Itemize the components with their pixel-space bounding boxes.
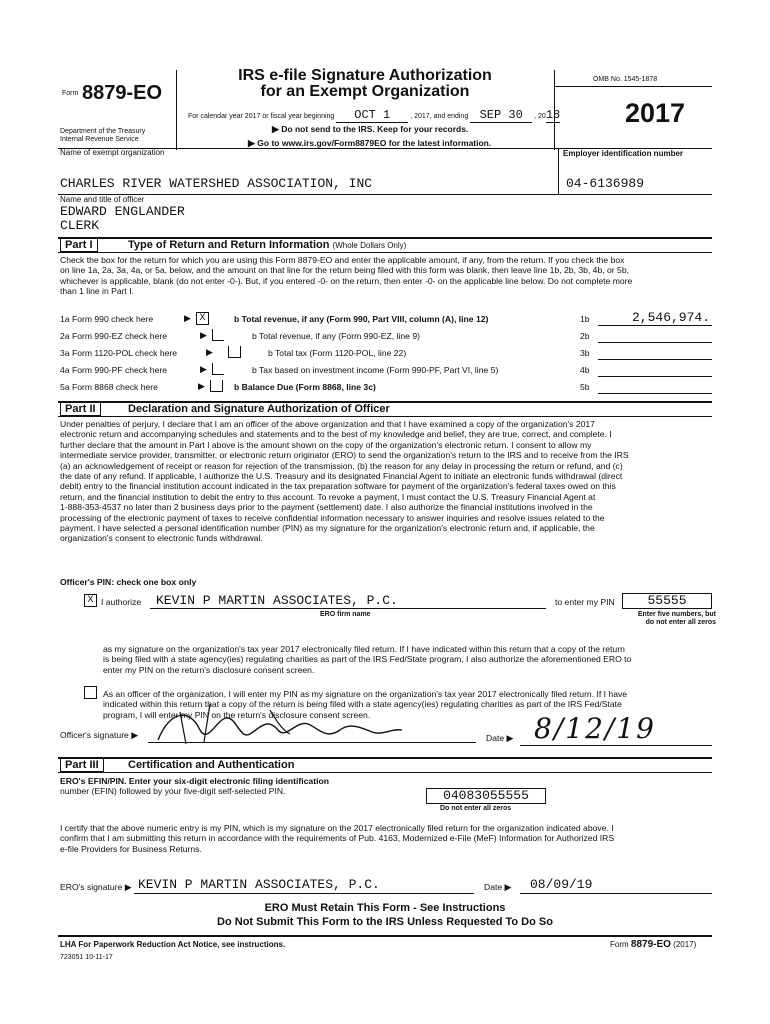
date-label: Date ▶ [486,733,514,743]
officer-signature-label: Officer's signature ▶ [60,730,139,740]
form-number: 8879-EO [82,82,163,104]
org-name: CHARLES RIVER WATERSHED ASSOCIATION, INC [60,176,373,191]
ero-signature: KEVIN P MARTIN ASSOCIATES, P.C. [138,877,380,892]
ero-firm-name[interactable]: KEVIN P MARTIN ASSOCIATES, P.C. [156,593,398,608]
omb-number: OMB No. 1545-1878 [593,76,658,83]
form-code: 723051 10-11-17 [60,954,113,961]
efin-note: Do not enter all zeros [440,805,512,812]
authorize-ero-checkbox[interactable]: X [84,594,97,607]
authorize-label: I authorize [101,597,142,607]
end-date: SEP 30 [470,108,532,123]
form-990ez-checkbox[interactable] [212,329,224,341]
officer-sign-date: 8/12/19 [534,712,656,745]
dept-line1: Department of the Treasury [60,128,146,135]
part3-title: Certification and Authentication [128,759,295,771]
part1-label: Part I [60,238,98,252]
pin-note: Enter five numbers, but do not enter all zeros [637,611,716,626]
efin-label: ERO's EFIN/PIN. Enter your six-digit electronic filing identification number (EFIN) followed by your five-digit self-selected PIN. [60,776,329,797]
declaration-text: Under penalties of perjury, I declare that I am an officer of the above organization and that I have examined a copy of the organization's 2017 electronic return and accompanying schedules and statements and to the best of my knowledge and belief, they are true, correct, and complete. I further declare that the amount in Part I above is the amount shown on the copy of the organization's electronic return. I consent to allow my intermediate service provider, transmitter, or electronic return originator (ERO) to send the organization's return to the IRS and to receive from the IRS (a) an acknowledgement of receipt or reason for rejection of the transmission, (b) the reason for any delay in processing the return or refund, and (c) the date of any refund. If applicable, I authorize the U.S. Treasury and its designated Financial Agent to initiate an electronic funds withdrawal (direct debit) entry to the financial institution account indicated in the tax preparation software for payment of the organization's federal taxes owed on this return, and the financial institution to debit the entry to this account. To revoke a payment, I must contact the U.S. Treasury Financial Agent at 1-888-353-4537 no later than 2 business days prior to the payment (settlement) date. I also authorize the financial institutions involved in the processing of the electronic payment of taxes to receive confidential information necessary to answer inquiries and resolve issues related to the payment. I have selected a personal identification number (PIN) as my signature for the organization's electronic return and, if applicable, the organization's consent to electronic funds withdrawal. [60,419,629,544]
ero-date-label: Date ▶ [484,882,512,892]
notice-irs-website: ▶ Go to www.irs.gov/Form8879EO for the latest information. [248,138,492,148]
notice-do-not-send: ▶ Do not send to the IRS. Keep for your records. [272,124,469,134]
tax-year: 2017 [625,98,686,128]
pin-heading: Officer's PIN: check one box only [60,577,197,587]
ero-signature-label: ERO's signature ▶ [60,882,132,892]
begin-date: OCT 1 [336,108,408,123]
form-ref: Form 8879-EO (2017) [610,939,697,950]
option1-text: as my signature on the organization's tax year 2017 electronically filed return. If I have indicated within this return that a copy of the return is being filed with a state agency(ies) regulating charities as part of the IRS Fed/State program, I also authorize the aforementioned ERO to enter my PIN on the return's disclosure consent screen. [103,644,632,675]
form-990pf-checkbox[interactable] [212,363,224,375]
ero-efin-pin[interactable]: 04083055555 [426,788,546,804]
officer-title: CLERK [60,218,100,233]
ero-date: 08/09/19 [530,877,593,892]
ein-label: Employer identification number [563,149,684,158]
title-line2: for an Exempt Organization [260,83,470,100]
total-revenue-990[interactable]: 2,546,974. [631,310,710,325]
officer-info [60,205,185,233]
to-enter-pin-label: to enter my PIN [555,597,615,607]
form-1120pol-checkbox[interactable] [228,346,241,358]
retain-line1: ERO Must Retain This Form - See Instructions [264,902,506,914]
form-8868-checkbox[interactable] [210,380,223,392]
part1-instructions: Check the box for the return for which you are using this Form 8879-EO and enter the applicable amount, if any, from the return. If you check the box on line 1a, 2a, 3a, 4a, or 5a, below, and the amount on that line for the return being filed with this form was blank, then leave line 1b, 2b, 3b, 4b, or 5b, whichever is applicable, blank (do not enter -0-). But, if you entered -0- on the return, then enter -0- on the applicable line below. Do not complete more than 1 line in Part I. [60,255,633,297]
part2-title: Declaration and Signature Authorization of Officer [128,403,390,415]
certification-text: I certify that the above numeric entry is my PIN, which is my signature on the 2017 electronically filed return for the organization indicated above. I confirm that I am submitting this return in accordance with the requirements of Pub. 4163, Modernized e-File (MeF) Information for Authorized IRS e-file Providers for Business Returns. [60,823,615,854]
ein-value: 04-6136989 [566,176,645,191]
officer-pin[interactable]: 55555 [622,593,712,609]
part1-title: Type of Return and Return Information (Whole Dollars Only) [128,239,407,251]
retain-line2: Do Not Submit This Form to the IRS Unless Requested To Do So [217,916,553,928]
department [60,128,145,144]
officer-label: Name and title of officer [60,195,145,204]
lha-notice: LHA For Paperwork Reduction Act Notice, see instructions. [60,940,286,949]
ero-firm-label: ERO firm name [320,611,371,618]
form-prefix: Form [62,90,79,97]
org-name-label: Name of exempt organization [60,148,165,157]
form-title [176,68,554,100]
part2-label: Part II [60,402,101,416]
dept-line2: Internal Revenue Service [60,136,139,143]
title-line1: IRS e-file Signature Authorization [238,67,492,84]
fiscal-year-line: For calendar year 2017 or fiscal year beginning OCT 1 , 2017, and ending SEP 30 , 2018 [188,108,561,122]
end-year: 18 [545,108,561,122]
officer-signature [150,700,410,748]
officer-enter-pin-checkbox[interactable] [84,686,97,699]
option2-text: As an officer of the organization, I will enter my PIN as my signature on the organization's tax year 2017 electronically filed return. If I have indicated within this return that a copy of the return is being filed with a state agency(ies) regulating charities as part of the IRS Fed/State program, I will enter my PIN on the return's disclosure consent screen. [103,689,628,720]
retain-notice [58,901,712,929]
part3-label: Part III [60,758,104,772]
form-990-checkbox[interactable]: X [196,312,209,325]
officer-name: EDWARD ENGLANDER [60,204,185,219]
